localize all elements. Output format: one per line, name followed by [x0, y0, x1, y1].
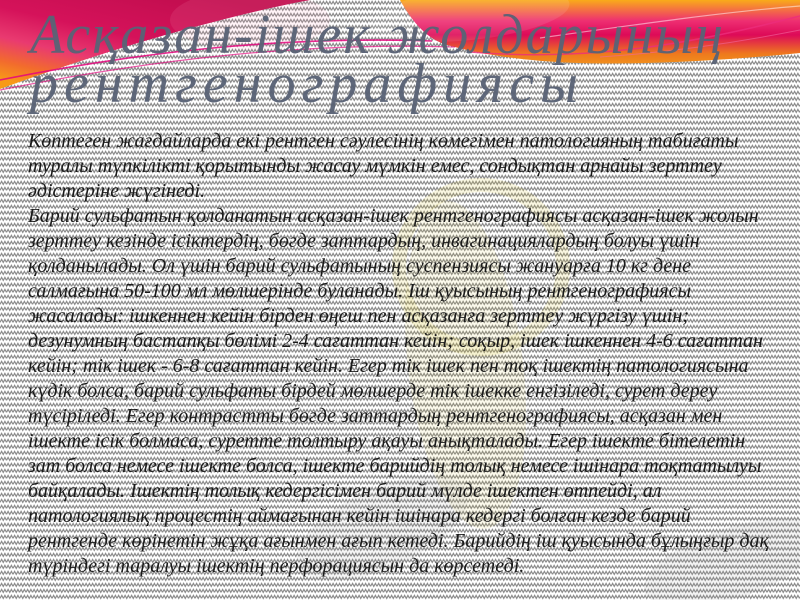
slide-body	[28, 129, 788, 579]
body-line: зат болса немесе ішекте болса, ішекте барийдің толық немесе ішінара тоқтатылуы	[28, 455, 762, 477]
body-line: күдік болса, барий сульфаты бірдей мөлшерде тік ішекке енгізіледі, сурет дереу	[28, 380, 718, 402]
body-line: жасалады: ішкеннен кейін бірден өңеш пен асқазанға зерттеу жүргізу үшін;	[28, 305, 689, 327]
slide-title-line-2: рентгенографиясы	[30, 53, 584, 115]
body-line: ішекте ісік болмаса, суретте толтыру ақауы анықталады. Егер ішекте бітелетін	[28, 430, 746, 452]
body-line: патологиялық процестің аймағынан кейін ішінара кедергі болған кезде барий	[28, 505, 691, 527]
body-line: әдістеріне жүгінеді.	[28, 180, 206, 202]
body-line: туралы түпкілікті қорытынды жасау мүмкін емес, сондықтан арнайы зерттеу	[28, 155, 722, 177]
body-line: дезунумның бастапқы бөлімі 2-4 сағаттан кейін; соқыр, ішек ішкеннен 4-6 сағаттан	[28, 330, 763, 352]
body-line: салмағына 50-100 мл мөлшерінде буланады. Іш қуысының рентгенографиясы	[28, 280, 692, 302]
body-line: Барий сульфатын қолданатын асқазан-ішек рентгенографиясы асқазан-ішек жолын	[28, 205, 759, 227]
body-line: Көптеген жағдайларда екі рентген сәулесінің көмегімен патологияның табиғаты	[28, 130, 739, 152]
body-line: түсіріледі. Егер контрастты бөгде заттардың рентгенографиясы, асқазан мен	[28, 405, 723, 427]
body-line: қолданылады. Ол үшін барий сульфатының суспензиясы жануарға 10 кг дене	[28, 255, 692, 277]
body-line: рентгенде көрінетін жұқа ағынмен ағып кетеді. Барийдің іш қуысында бұлыңғыр дақ	[28, 530, 769, 552]
body-line: зерттеу кезінде ісіктердің, бөгде заттардың, инвагинациялардың болуы үшін	[28, 230, 700, 252]
body-line: түріндегі таралуы ішектің перфорациясын да көрсетеді.	[28, 555, 525, 577]
body-line: кейін; тік ішек - 6-8 сағаттан кейін. Егер тік ішек пен тоқ ішектің патологиясына	[28, 355, 749, 377]
slide-title-line-1: Асқазан-ішек жолдарының	[30, 4, 726, 66]
body-line: байқалады. Ішектің толық кедергісімен барий мүлде ішектен өтпейді, ал	[28, 480, 662, 502]
